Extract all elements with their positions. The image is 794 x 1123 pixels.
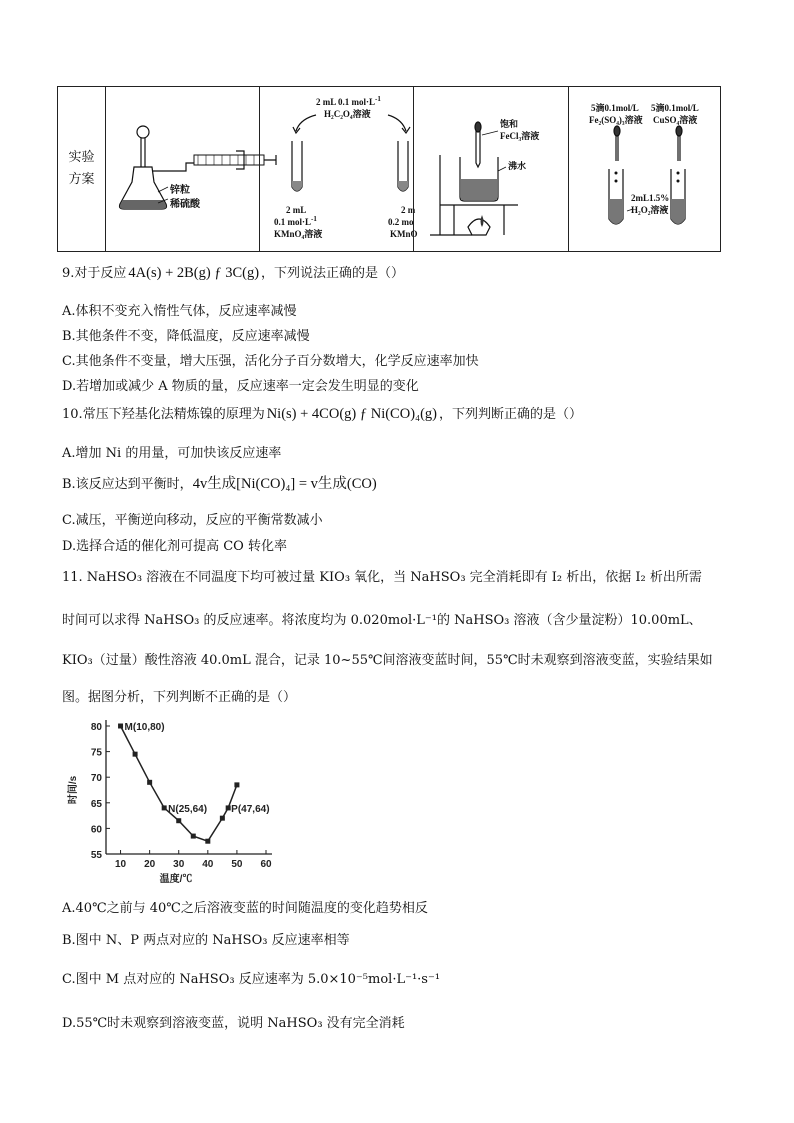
- q9-stem-b: ，下列说法正确的是（）: [261, 266, 405, 281]
- data-point: [205, 839, 210, 844]
- point-annotation: M(10,80): [124, 722, 165, 733]
- cu-drop-label: 5滴0.1mol/L: [651, 103, 699, 113]
- data-point: [118, 724, 123, 729]
- left-kmno4-label: KMnO₄溶液: [274, 229, 323, 239]
- q11-line-2: 时间可以求得 NaHSO₃ 的反应速率。将浓度均为 0.020mol·L⁻¹的 NaHSO₃ 溶液（含少量淀粉）10.00mL、: [62, 613, 702, 628]
- q10-option-b-text: B.该反应达到平衡时，: [62, 477, 193, 492]
- left-conc-label: 0.1 $mol\cdot L^{-1}$: [274, 215, 317, 227]
- x-tick-label: 20: [144, 859, 156, 870]
- zinc-label: 锌粒: [170, 185, 190, 196]
- figure-kmno4-cell: [259, 87, 418, 251]
- q11-option-b: B.图中 N、P 两点对应的 NaHSO₃ 反应速率相等: [62, 933, 350, 948]
- q9-option-a: A.体积不变充入惰性气体，反应速率减慢: [62, 304, 297, 319]
- boiling-water-label: 沸水: [508, 161, 527, 171]
- question-10-stem: [62, 403, 582, 423]
- kmno4-oxalic-apparatus: [260, 87, 418, 251]
- point-annotation: P(47,64): [231, 803, 270, 815]
- row-label-line1: 实验: [68, 150, 95, 165]
- q10-option-b: [62, 472, 377, 493]
- q11-option-a: A.40℃之前与 40℃之后溶液变蓝的时间随温度的变化趋势相反: [62, 901, 428, 916]
- q10-stem-a: 常压下羟基化法精炼镍的原理为: [82, 407, 265, 422]
- y-tick-label: 70: [90, 773, 102, 785]
- data-point: [147, 780, 152, 785]
- q10-option-a: A.增加 Ni 的用量，可加快该反应速率: [62, 446, 282, 461]
- fecl3-label: FeCl₃溶液: [500, 131, 540, 141]
- q10-stem-b: ，下列判断正确的是（）: [439, 407, 583, 422]
- q10-option-c: C.减压，平衡逆向移动，反应的平衡常数减小: [62, 513, 323, 528]
- oxalic-volume-label: 2 mL 0.1 $mol\cdot L^{-1}$: [316, 95, 381, 107]
- x-axis-label: 温度/℃: [159, 874, 193, 885]
- point-annotation: N(25,64): [168, 803, 208, 815]
- q10-equation: Ni(s) + 4CO(g) ƒ Ni(CO)₄(g): [266, 406, 437, 422]
- data-point: [133, 752, 138, 757]
- data-point: [176, 818, 181, 823]
- oxalic-acid-label: H₂C₂O₄溶液: [324, 109, 371, 119]
- h2o2-label: H₂O₂溶液: [631, 205, 669, 215]
- q11-line-4: 图。据图分析，下列判断不正确的是（）: [62, 690, 297, 705]
- experiment-table: [57, 86, 721, 252]
- fe-drop-label: 5滴0.1mol/L: [591, 103, 639, 113]
- q10-option-d: D.选择合适的催化剂可提高 CO 转化率: [62, 539, 287, 554]
- fecl3-boiling-apparatus: [414, 87, 569, 251]
- y-tick-label: 65: [90, 798, 102, 810]
- h2o2-conc-label: 2mL1.5%: [631, 193, 670, 203]
- q9-equation: 4A(s) + 2B(g) ƒ 3C(g): [128, 265, 260, 281]
- x-tick-label: 10: [114, 859, 127, 870]
- q9-option-c: C.其他条件不变量，增大压强，活化分子百分数增大，化学反应速率加快: [62, 354, 479, 369]
- data-point: [162, 805, 167, 810]
- q10-number: 10.: [62, 407, 83, 422]
- data-point: [220, 816, 225, 821]
- x-tick-label: 30: [173, 859, 185, 870]
- y-tick-label: 60: [90, 824, 102, 836]
- question-9-stem: [62, 262, 404, 282]
- row-label: [58, 87, 105, 251]
- data-point: [234, 782, 239, 787]
- y-tick-label: 80: [90, 722, 102, 733]
- h2o2-catalyst-apparatus: [569, 87, 721, 251]
- q9-option-b: B.其他条件不变，降低温度，反应速率减慢: [62, 329, 310, 344]
- right-volume-label: 2 m: [401, 205, 416, 215]
- x-tick-label: 60: [260, 859, 272, 870]
- fe2so43-label: Fe₂(SO₄)₃溶液: [589, 115, 643, 125]
- q11-line-1: 11. NaHSO₃ 溶液在不同温度下均可被过量 KIO₃ 氧化，当 NaHSO₃ 完全消耗即有 I₂ 析出，依据 I₂ 析出所需: [62, 570, 702, 585]
- acid-label: 稀硫酸: [170, 199, 200, 210]
- figure-zinc-acid-cell: [105, 87, 259, 251]
- y-tick-label: 55: [90, 850, 102, 861]
- cuso4-label: CuSO₄溶液: [653, 115, 698, 125]
- row-label-line2: 方案: [68, 172, 95, 187]
- right-conc-label: 0.2 mo: [388, 217, 414, 227]
- temperature-time-chart: [62, 714, 282, 884]
- q9-option-d: D.若增加或减少 A 物质的量，反应速率一定会发生明显的变化: [62, 379, 419, 394]
- y-axis-label: 时间/s: [68, 775, 79, 805]
- data-point: [191, 834, 196, 839]
- q11-option-d: D.55℃时未观察到溶液变蓝，说明 NaHSO₃ 没有完全消耗: [62, 1016, 405, 1031]
- figure-h2o2-cell: [568, 87, 722, 251]
- right-kmno4-label: KMnO: [390, 229, 418, 239]
- data-point: [226, 805, 231, 810]
- series-line: [121, 726, 237, 841]
- y-tick-label: 75: [90, 747, 102, 759]
- figure-fecl3-cell: [413, 87, 568, 251]
- q9-stem-a: 对于反应: [74, 266, 127, 281]
- left-volume-label: 2 mL: [286, 205, 307, 215]
- x-tick-label: 40: [202, 859, 214, 870]
- q11-option-c: C.图中 M 点对应的 NaHSO₃ 反应速率为 5.0×10⁻⁵mol·L⁻¹·s⁻¹: [62, 972, 441, 987]
- q10-option-b-equation: 4v生成[Ni(CO)₄] = v生成(CO): [192, 476, 377, 492]
- q9-number: 9.: [62, 266, 75, 281]
- x-tick-label: 50: [231, 859, 243, 870]
- saturated-label: 饱和: [500, 119, 519, 129]
- zinc-acid-apparatus: [106, 87, 259, 251]
- q11-line-3: KIO₃（过量）酸性溶液 40.0mL 混合，记录 10~55℃间溶液变蓝时间，55℃时未观察到溶液变蓝，实验结果如: [62, 653, 713, 668]
